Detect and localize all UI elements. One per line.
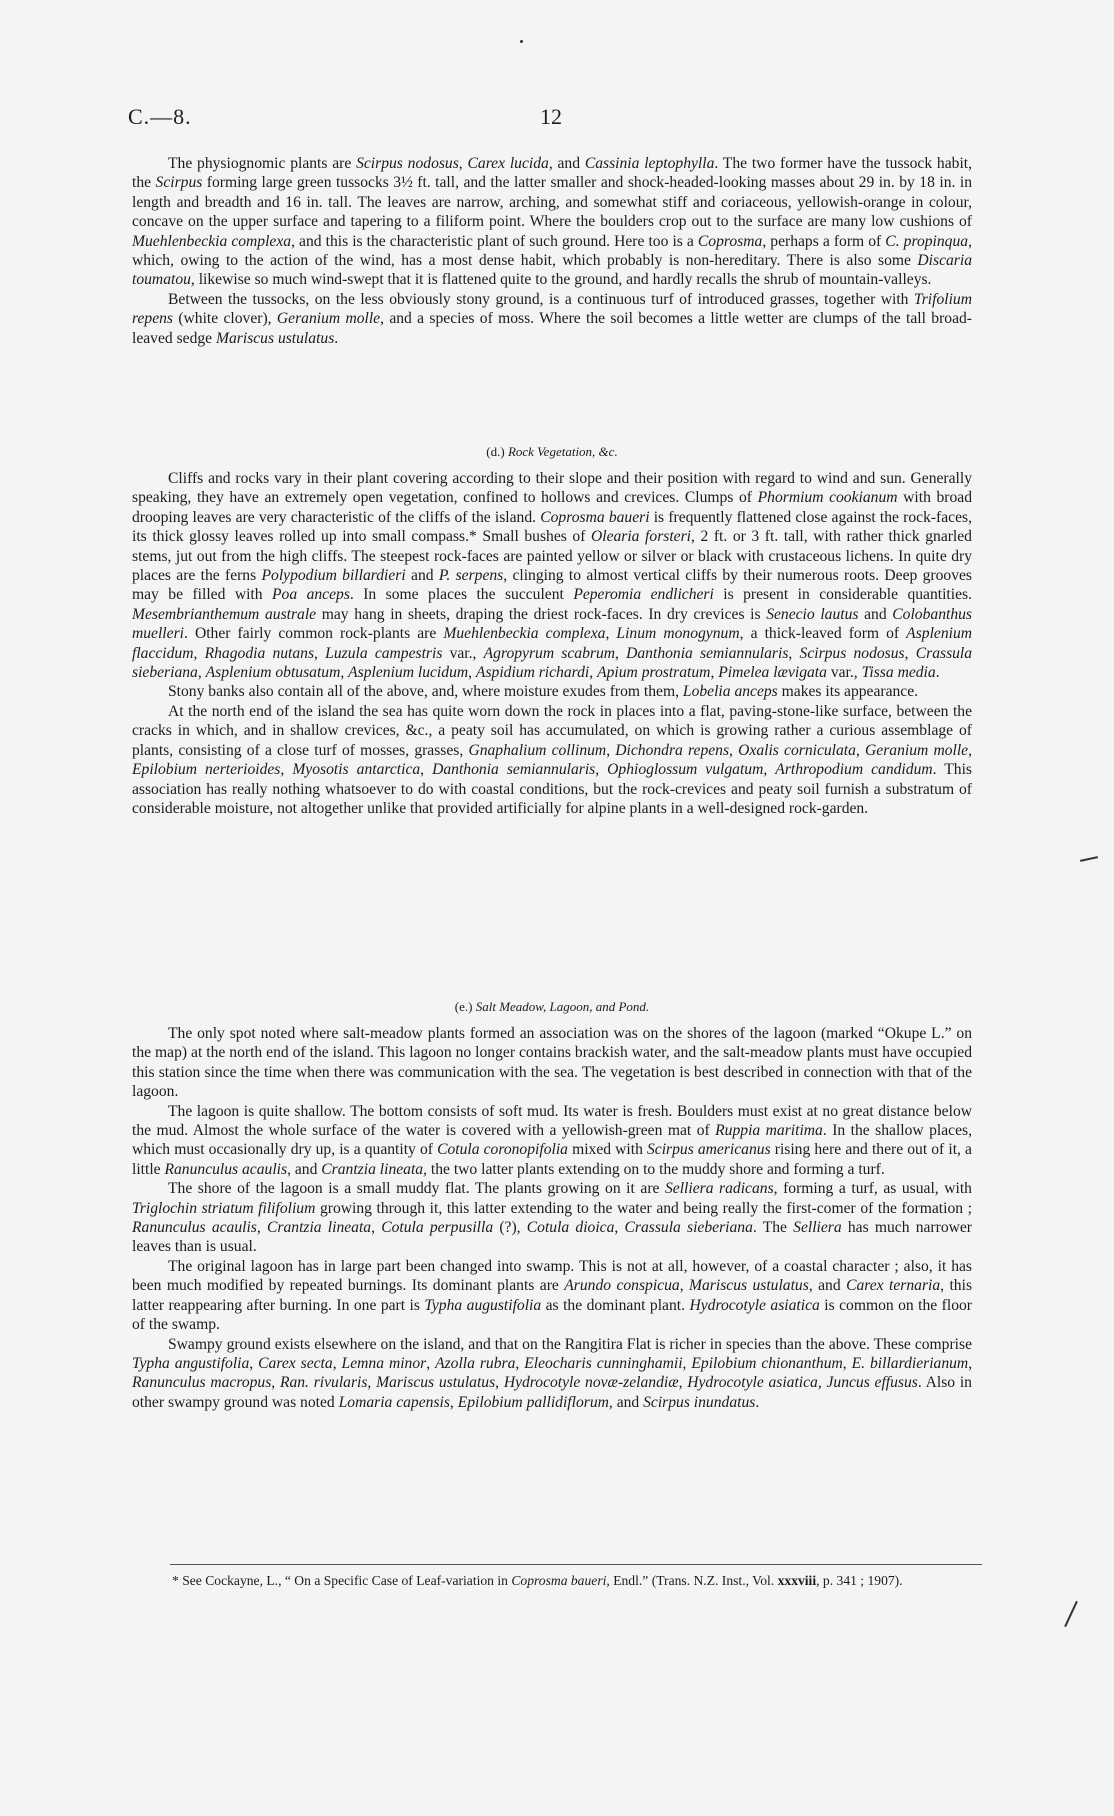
paragraph: Cliffs and rocks vary in their plant covering according to their slope and their position with regard to wind and sun. Generally speaking, they have an extremely open vegetation, confined to hollows and crevices. Clumps of Phormium cookianum with broad drooping leaves are very characteristic of the cliffs of the island. Coprosma baueri is frequently flattened close against the rock-faces, its thick glossy leaves rolled up into small compass.* Small bushes of Olearia forsteri, 2 ft. or 3 ft. tall, with rather thick gnarled stems, jut out from the high cliffs. The steepest rock-faces are painted yellow or silver or black with crustaceous lichens. In quite dry places are the ferns Polypodium billardieri and P. serpens, clinging to almost vertical cliffs by their numerous roots. Deep grooves may be filled with Poa anceps. In some places the succulent Peperomia endlicheri is present in considerable quantities. Mesembrianthemum australe may hang in sheets, draping the driest rock-faces. In dry crevices is Senecio lautus and Colobanthus muelleri. Other fairly common rock-plants are Muehlenbeckia complexa, Linum monogynum, a thick-leaved form of Asplenium flaccidum, Rhagodia nutans, Luzula campestris var., Agropyrum scabrum, Danthonia semiannularis, Scirpus nodosus, Crassula sieberiana, Asplenium obtusatum, Asplenium lucidum, Aspidium richardi, Apium prostratum, Pimelea lævigata var., Tissa media. — [132, 470, 973, 682]
section-d-title: Rock Vegetation, &c. — [507, 444, 618, 459]
paragraph: The physiognomic plants are Scirpus nodosus, Carex lucida, and Cassinia leptophylla. The two former have the tussock habit, the Scirpus forming large green tussocks 3½ ft. tall, and the latter smaller and shock-headed-looking masses about 29 in. by 18 in. in length and breadth and 16 in. tall. The leaves are narrow, arching, and somewhat stiff and coriaceous, yellowish-orange in colour, concave on the upper surface and tapering to a filiform point. Where the boulders crop out to the surface are many low cushions of Muehlenbeckia complexa, and this is the characteristic plant of such ground. Here too is a Coprosma, perhaps a form of C. propinqua, which, owing to the action of the wind, has a most dense habit, which probably is non-hereditary. There is also some Discaria toumatou, likewise so much wind-swept that it is flattened quite to the ground, and hardly recalls the shrub of mountain-valleys. — [132, 155, 973, 289]
section-d-number: (d.) — [486, 444, 508, 459]
scan-mark — [1064, 1601, 1078, 1627]
footnote-post: , p. 341 ; 1907). — [816, 1573, 903, 1588]
footnote-text — [132, 1572, 982, 1589]
section-c-continuation — [132, 154, 972, 348]
paragraph: Swampy ground exists elsewhere on the island, and that on the Rangitira Flat is richer in species than the above. These comprise Typha angustifolia, Carex secta, Lemna minor, Azolla rubra, Eleocharis cunninghamii, Epilobium chionanthum, E. billardierianum, Ranunculus macropus, Ran. rivularis, Mariscus ustulatus, Hydrocotyle novæ-zelandiæ, Hydrocotyle asiatica, Juncus effusus. Also in other swampy ground was noted Lomaria capensis, Epilobium pallidiflorum, and Scirpus inundatus. — [132, 1335, 973, 1411]
paragraph: The only spot noted where salt-meadow plants formed an association was on the shores of the lagoon (marked “Okupe L.” on the map) at the north end of the island. This lagoon no longer contains brackish water, and the salt-meadow plants must have occupied this station since the time when there was communication with the sea. The vegetation is best described in connection with that of the lagoon. — [132, 1025, 972, 1101]
paragraph: Between the tussocks, on the less obviously stony ground, is a continuous turf of introduced grasses, together with Trifolium repens (white clover), Geranium molle, and a species of moss. Where the soil becomes a little wetter are clumps of the tall broad-leaved sedge Mariscus ustulatus. — [132, 290, 972, 347]
section-d-body — [132, 469, 972, 818]
footnote-mid: , Endl.” (Trans. N.Z. Inst., Vol. — [606, 1573, 778, 1588]
footnote-pre: * See Cockayne, L., “ On a Specific Case of Leaf-variation in — [172, 1573, 512, 1588]
paragraph: The shore of the lagoon is a small muddy flat. The plants growing on it are Selliera radicans, forming a turf, as usual, with Triglochin striatum filifolium growing through it, this latter extending to the water and being really the first-comer of the formation ; Ranunculus acaulis, Crantzia lineata, Cotula perpusilla (?), Cotula dioica, Crassula sieberiana. The Selliera has much narrower leaves than is usual. — [132, 1180, 972, 1256]
section-e-body — [132, 1024, 972, 1412]
footnote — [132, 1572, 982, 1589]
paragraph: The original lagoon has in large part been changed into swamp. This is not at all, however, of a coastal character ; also, it has been much modified by repeated burnings. Its dominant plants are Arundo conspicua, Mariscus ustulatus, and Carex ternaria, this latter reappearing after burning. In one part is Typha augustifolia as the dominant plant. Hydrocotyle asiatica is common on the floor of the swamp. — [132, 1257, 973, 1334]
paragraph: Stony banks also contain all of the above, and, where moisture exudes from them, Lobelia anceps makes its appearance. — [168, 683, 919, 701]
page-number: 12 — [540, 104, 562, 129]
section-e-heading — [132, 999, 972, 1015]
section-d-heading — [132, 444, 972, 460]
footnote-rule — [170, 1564, 982, 1565]
section-e-title: Salt Meadow, Lagoon, and Pond. — [475, 999, 650, 1014]
footnote-species: Coprosma baueri — [511, 1573, 607, 1588]
scan-mark — [520, 40, 523, 43]
document-code: C.—8. — [128, 104, 192, 129]
section-e-number: (e.) — [454, 999, 476, 1014]
paragraph: The lagoon is quite shallow. The bottom consists of soft mud. Its water is fresh. Boulders must exist at no great distance below the mud. Almost the whole surface of the water is covered with a yellowish-green mat of Ruppia maritima. In the shallow places, which must occasionally dry up, is a quantity of Cotula coronopifolia mixed with Scirpus americanus rising here and there out of it, a little Ranunculus acaulis, and Crantzia lineata, the two latter plants extending on to the muddy shore and forming a turf. — [132, 1102, 972, 1178]
paragraph: At the north end of the island the sea has quite worn down the rock in places into a flat, paving-stone-like surface, between the cracks in which, and in shallow crevices, &c., a peaty soil has accumulated, on which is growing rather a curious assemblage of plants, consisting of a close turf of mosses, grasses, Gnaphalium collinum, Dichondra repens, Oxalis corniculata, Geranium molle, Epilobium nerterioides, Myosotis antarctica, Danthonia semiannularis, Ophioglossum vulgatum, Arthropodium candidum. This association has really nothing whatsoever to do with coastal conditions, but the rock-crevices and peaty soil furnish a substratum of considerable moisture, not altogether unlike that provided artificially for alpine plants in a well-designed rock-garden. — [132, 702, 973, 817]
scan-mark — [1080, 856, 1098, 862]
footnote-volume: xxxviii — [777, 1573, 817, 1588]
